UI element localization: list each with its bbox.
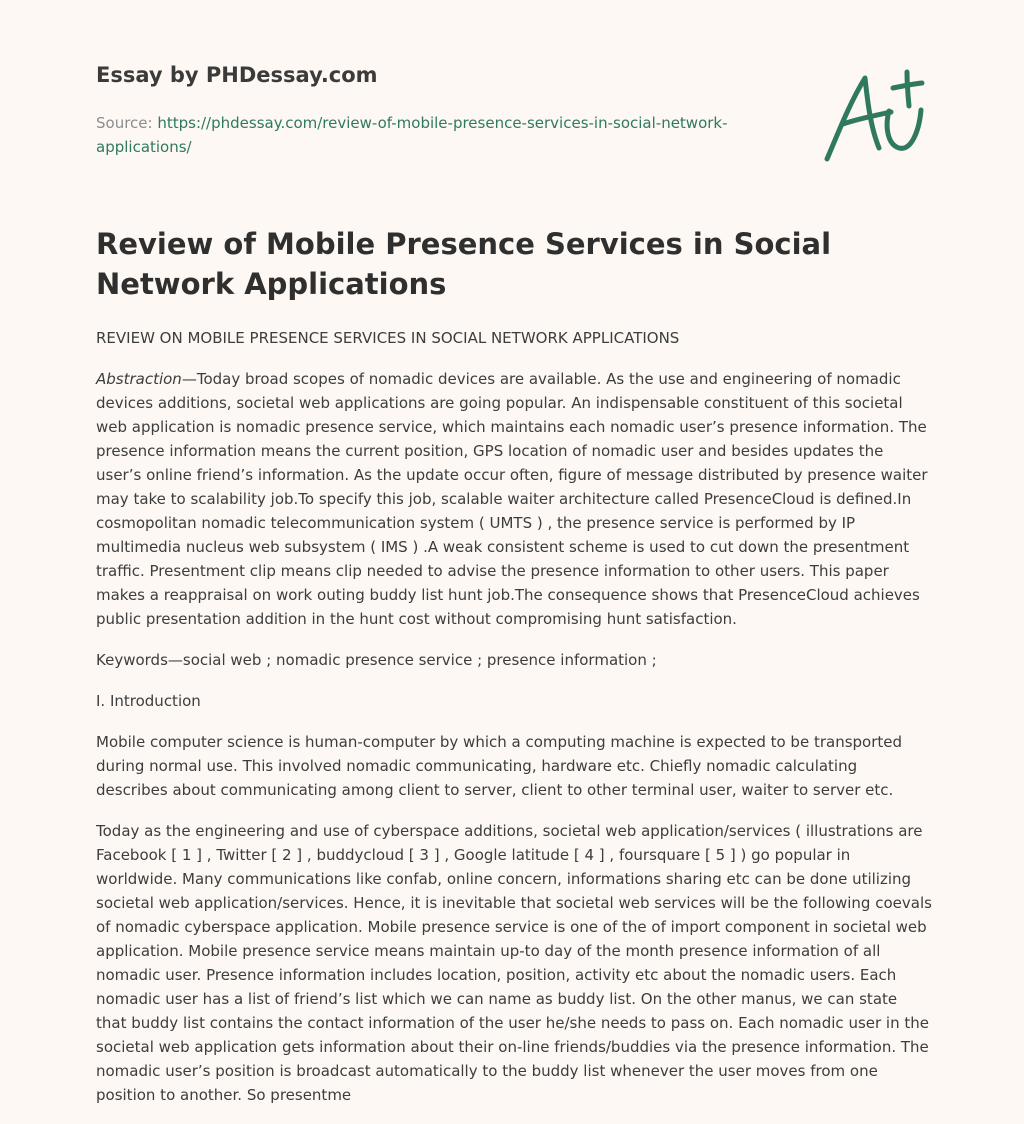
abstract-label: Abstraction <box>96 370 182 388</box>
paragraph-intro-1: Mobile computer science is human-computer by which a computing machine is expected to be transported during normal use. This involved nomadic communicating, hardware etc. Chiefly nomadic calculating describes about communicating among client to server, client to other terminal user, waiter to server etc. <box>96 733 903 799</box>
source-label: Source: <box>96 114 158 132</box>
article-body <box>96 326 932 1124</box>
abstract-paragraph <box>96 367 932 631</box>
source-line <box>96 111 756 159</box>
a-plus-logo-icon <box>819 66 929 166</box>
article-heading-upper: REVIEW ON MOBILE PRESENCE SERVICES IN SOCIAL NETWORK APPLICATIONS <box>96 329 680 347</box>
keywords-paragraph: Keywords—social web ; nomadic presence service ; presence information ; <box>96 651 657 669</box>
paragraph-intro-2: Today as the engineering and use of cyberspace additions, societal web application/services ( illustrations are Facebook [ 1 ] , Twitter [ 2 ] , buddycloud [ 3 ] , Google latitude [ 4 ] , foursquare [ 5 ] ) go popular in worldwide. Many communications like confab, online concern, informations sharing etc can be done utilizing societal web application/services. Hence, it is inevitable that societal web services will be the following coevals of nomadic cyberspace application. Mobile presence service is one of the of import component in societal web application. Mobile presence service means maintain up-to day of the month presence information of all nomadic user. Presence information includes location, position, activity etc about the nomadic users. Each nomadic user has a list of friend’s list which we can name as buddy list. On the other manus, we can state that buddy list contains the contact information of the user he/she needs to pass on. Each nomadic user in the societal web application gets information about their on-line friends/buddies via the presence information. The nomadic user’s position is broadcast automatically to the buddy list whenever the user moves from one position to another. So presentme <box>96 822 932 1104</box>
site-brand: Essay by PHDessay.com <box>96 63 378 87</box>
abstract-text: —Today broad scopes of nomadic devices are available. As the use and engineering of nomadic devices additions, societal web applications are going popular. An indispensable constituent of this societal web application is nomadic presence service, which maintains each nomadic user’s presence information. The presence information means the current position, GPS location of nomadic user and besides updates the user’s online friend’s information. As the update occur often, figure of message distributed by presence waiter may take to scalability job.To specify this job, scalable waiter architecture called PresenceCloud is defined.In cosmopolitan nomadic telecommunication system ( UMTS ) , the presence service is performed by IP multimedia nucleus web subsystem ( IMS ) .A weak consistent scheme is used to cut down the presentment traffic. Presentment clip means clip needed to advise the presence information to other users. This paper makes a reappraisal on work outing buddy list hunt job.The consequence shows that PresenceCloud achieves public presentation addition in the hunt cost without compromising hunt satisfaction. <box>96 370 928 628</box>
source-link[interactable]: https://phdessay.com/review-of-mobile-presence-services-in-social-network-applications/ <box>96 114 728 156</box>
section-heading: I. Introduction <box>96 692 201 710</box>
article-title: Review of Mobile Presence Services in Social Network Applications <box>96 227 832 301</box>
